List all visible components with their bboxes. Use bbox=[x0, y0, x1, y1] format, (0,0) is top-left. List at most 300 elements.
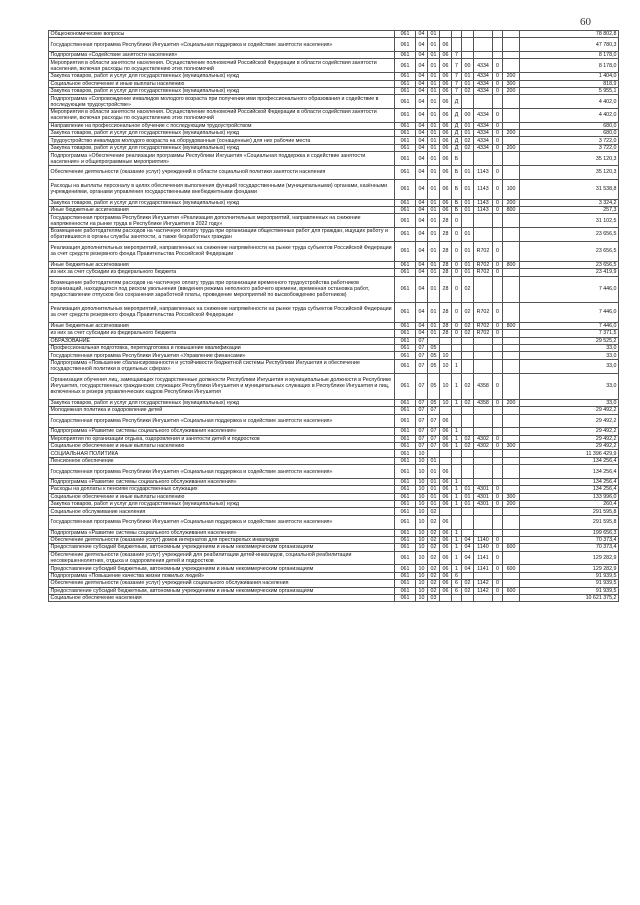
row-code-4 bbox=[452, 515, 462, 529]
row-code-5 bbox=[462, 352, 474, 359]
row-code-8 bbox=[503, 122, 520, 129]
row-amount: 260,4 bbox=[520, 501, 619, 508]
row-name: Предоставление субсидий бюджетным, автономным учреждениям и иным некоммерческим организациям bbox=[49, 544, 395, 551]
row-code-4: 1 bbox=[452, 428, 462, 435]
row-code-2: 01 bbox=[428, 80, 440, 87]
row-code-6: 1142 bbox=[474, 587, 493, 594]
row-code-1: 04 bbox=[416, 241, 428, 261]
table-row bbox=[49, 122, 619, 129]
row-code-7: 0 bbox=[493, 144, 503, 151]
row-code-4: 1 bbox=[452, 359, 462, 373]
table-row bbox=[49, 137, 619, 144]
row-code-4: 1 bbox=[452, 373, 462, 399]
row-code-2: 07 bbox=[428, 414, 440, 428]
row-code-6: 4334 bbox=[474, 109, 493, 123]
row-code-2: 01 bbox=[428, 31, 440, 38]
row-code-3: 06 bbox=[440, 501, 452, 508]
row-name: Профессиональная подготовка, переподготовка и повышение квалификации bbox=[49, 345, 395, 352]
row-code-2: 02 bbox=[428, 572, 440, 579]
row-code-6: R702 bbox=[474, 241, 493, 261]
row-name: Закупка товаров, работ и услуг для государственных (муниципальных) нужд bbox=[49, 130, 395, 137]
row-code-8 bbox=[503, 59, 520, 73]
row-code-0: 061 bbox=[395, 261, 416, 268]
row-name: из них за счет субсидии из федерального бюджета bbox=[49, 269, 395, 276]
row-code-6 bbox=[474, 428, 493, 435]
row-code-2: 02 bbox=[428, 551, 440, 565]
row-code-4: 1 bbox=[452, 493, 462, 500]
row-code-0: 061 bbox=[395, 515, 416, 529]
row-code-4: 0 bbox=[452, 214, 462, 228]
row-code-8 bbox=[503, 580, 520, 587]
row-code-6: 4334 bbox=[474, 80, 493, 87]
row-code-2: 07 bbox=[428, 407, 440, 414]
row-name: Расходы на выплаты персоналу в целях обеспечения выполнения функций государственными (муниципальными) органами, казёнными учреждениями, органами управления государственными внебюджетными фондами bbox=[49, 179, 395, 199]
row-code-1: 10 bbox=[416, 565, 428, 572]
row-code-2: 02 bbox=[428, 544, 440, 551]
row-code-1: 04 bbox=[416, 38, 428, 52]
table-row bbox=[49, 130, 619, 137]
row-code-0: 061 bbox=[395, 322, 416, 329]
row-code-4: Д bbox=[452, 109, 462, 123]
row-code-2: 07 bbox=[428, 443, 440, 450]
row-code-1: 04 bbox=[416, 80, 428, 87]
row-code-4: 1 bbox=[452, 501, 462, 508]
row-code-3: 28 bbox=[440, 322, 452, 329]
table-row bbox=[49, 399, 619, 406]
row-code-3: 06 bbox=[440, 443, 452, 450]
row-amount: 291 595,8 bbox=[520, 515, 619, 529]
row-code-4: Б bbox=[452, 199, 462, 206]
row-code-6: R702 bbox=[474, 330, 493, 337]
row-code-2: 01 bbox=[428, 109, 440, 123]
row-amount: 134 256,4 bbox=[520, 486, 619, 493]
row-name: Подпрограмма «Повышение сбалансированности и устойчивости бюджетной системы Республики Ингушетия и обеспечение государственной политики в отдельных сферах» bbox=[49, 359, 395, 373]
row-code-4: 7 bbox=[452, 80, 462, 87]
table-row bbox=[49, 241, 619, 261]
row-code-3: 06 bbox=[440, 565, 452, 572]
row-code-4 bbox=[452, 450, 462, 457]
table-row bbox=[49, 269, 619, 276]
row-code-5 bbox=[462, 38, 474, 52]
row-code-1: 07 bbox=[416, 337, 428, 344]
row-code-8: 100 bbox=[503, 179, 520, 199]
row-amount: 29 492,2 bbox=[520, 407, 619, 414]
row-code-7 bbox=[493, 450, 503, 457]
row-amount: 257,3 bbox=[520, 207, 619, 214]
row-code-1: 04 bbox=[416, 73, 428, 80]
row-code-5: 02 bbox=[462, 435, 474, 442]
table-row bbox=[49, 276, 619, 302]
row-amount: 29 492,2 bbox=[520, 414, 619, 428]
row-code-0: 061 bbox=[395, 443, 416, 450]
row-code-6: 4301 bbox=[474, 493, 493, 500]
row-code-3: 06 bbox=[440, 428, 452, 435]
row-code-4: 0 bbox=[452, 269, 462, 276]
row-code-0: 061 bbox=[395, 152, 416, 166]
row-name: Реализация дополнительных мероприятий, направленных на снижение напряжённости на рынке труда субъектов Российской Федерации за счет средств резервного фонда Правительства Российской Федерации bbox=[49, 241, 395, 261]
row-code-2: 02 bbox=[428, 580, 440, 587]
row-code-7 bbox=[493, 407, 503, 414]
table-row bbox=[49, 199, 619, 206]
row-code-7 bbox=[493, 228, 503, 242]
row-name: Пенсионное обеспечение bbox=[49, 457, 395, 464]
row-amount: 4 402,0 bbox=[520, 109, 619, 123]
row-code-2: 01 bbox=[428, 261, 440, 268]
row-code-7 bbox=[493, 152, 503, 166]
row-code-7: 0 bbox=[493, 302, 503, 322]
row-code-0: 061 bbox=[395, 276, 416, 302]
row-code-4: Д bbox=[452, 122, 462, 129]
row-amount: 35 120,3 bbox=[520, 152, 619, 166]
table-row bbox=[49, 330, 619, 337]
row-code-7: 0 bbox=[493, 435, 503, 442]
row-code-0: 061 bbox=[395, 587, 416, 594]
row-amount: 23 419,9 bbox=[520, 269, 619, 276]
row-code-8 bbox=[503, 165, 520, 179]
row-code-5 bbox=[462, 428, 474, 435]
row-code-6: 4334 bbox=[474, 87, 493, 94]
row-code-4: 0 bbox=[452, 228, 462, 242]
row-code-0: 061 bbox=[395, 478, 416, 485]
row-code-5 bbox=[462, 594, 474, 601]
table-row bbox=[49, 551, 619, 565]
row-code-3 bbox=[440, 407, 452, 414]
row-name: Обеспечение деятельности (оказание услуг) учреждений для реабилитации детей-инвалидов, социальной реабилитации несовершеннолетних, отдыха и оздоровления детей и подростков bbox=[49, 551, 395, 565]
table-row bbox=[49, 95, 619, 109]
row-code-0: 061 bbox=[395, 450, 416, 457]
row-code-8 bbox=[503, 536, 520, 543]
row-code-0: 061 bbox=[395, 52, 416, 59]
table-row bbox=[49, 214, 619, 228]
row-code-3: 10 bbox=[440, 399, 452, 406]
row-code-3 bbox=[440, 508, 452, 515]
row-code-3: 06 bbox=[440, 199, 452, 206]
row-code-2: 01 bbox=[428, 179, 440, 199]
row-code-0: 061 bbox=[395, 137, 416, 144]
row-code-1: 04 bbox=[416, 109, 428, 123]
row-code-1: 04 bbox=[416, 322, 428, 329]
row-code-5: 02 bbox=[462, 580, 474, 587]
row-amount: 33,0 bbox=[520, 345, 619, 352]
row-name: Социальное обеспечение и иные выплаты населению bbox=[49, 80, 395, 87]
row-amount: 134 256,4 bbox=[520, 478, 619, 485]
row-code-5: 01 bbox=[462, 122, 474, 129]
row-code-5: 01 bbox=[462, 261, 474, 268]
row-code-0: 061 bbox=[395, 109, 416, 123]
row-name: Обеспечение деятельности (оказание услуг) учреждений социального обслуживания населения bbox=[49, 580, 395, 587]
row-code-7: 0 bbox=[493, 493, 503, 500]
row-code-0: 061 bbox=[395, 414, 416, 428]
row-code-3: 06 bbox=[440, 73, 452, 80]
row-code-7: 0 bbox=[493, 109, 503, 123]
row-code-5 bbox=[462, 478, 474, 485]
row-code-1: 07 bbox=[416, 345, 428, 352]
row-amount: 7 446,0 bbox=[520, 276, 619, 302]
row-code-6 bbox=[474, 352, 493, 359]
row-code-7: 0 bbox=[493, 122, 503, 129]
table-row bbox=[49, 87, 619, 94]
row-code-8: 200 bbox=[503, 144, 520, 151]
row-code-2: 07 bbox=[428, 428, 440, 435]
row-code-8 bbox=[503, 241, 520, 261]
row-amount: 23 656,5 bbox=[520, 261, 619, 268]
row-amount: 35 120,3 bbox=[520, 165, 619, 179]
row-code-5 bbox=[462, 450, 474, 457]
row-name: Организация обучения лиц, замещающих государственные должности Республики Ингушетия и муниципальные должности в Республике Ингушетия, государственных гражданских служащих Республики Ингушетия и муниципальных служащих в Республике Ингушетия и лиц, включенных в резерв управленческих кадров Республики Ингушетия bbox=[49, 373, 395, 399]
row-code-7 bbox=[493, 38, 503, 52]
row-code-3 bbox=[440, 594, 452, 601]
row-code-2: 01 bbox=[428, 207, 440, 214]
row-code-2: 01 bbox=[428, 73, 440, 80]
row-code-6: 1140 bbox=[474, 536, 493, 543]
row-code-2: 01 bbox=[428, 228, 440, 242]
row-code-6 bbox=[474, 572, 493, 579]
table-row bbox=[49, 80, 619, 87]
row-code-6: R702 bbox=[474, 269, 493, 276]
row-code-1: 04 bbox=[416, 261, 428, 268]
table-row bbox=[49, 478, 619, 485]
row-name: Государственная программа Республики Ингушетия «Социальная поддержка и содействие занятости населения» bbox=[49, 38, 395, 52]
row-code-7: 0 bbox=[493, 207, 503, 214]
row-code-5: 02 bbox=[462, 144, 474, 151]
table-row bbox=[49, 594, 619, 601]
row-code-4: 0 bbox=[452, 322, 462, 329]
row-code-7: 0 bbox=[493, 137, 503, 144]
row-code-8: 800 bbox=[503, 322, 520, 329]
row-code-5: 01 bbox=[462, 501, 474, 508]
row-code-8: 200 bbox=[503, 73, 520, 80]
row-code-4: 7 bbox=[452, 59, 462, 73]
row-code-5 bbox=[462, 515, 474, 529]
row-code-3: 06 bbox=[440, 515, 452, 529]
row-code-8: 600 bbox=[503, 544, 520, 551]
row-code-2: 01 bbox=[428, 59, 440, 73]
row-name: Направление на профессиональное обучение с последующим трудоустройством bbox=[49, 122, 395, 129]
row-code-5 bbox=[462, 529, 474, 536]
row-code-0: 061 bbox=[395, 493, 416, 500]
row-code-1: 04 bbox=[416, 31, 428, 38]
table-row bbox=[49, 515, 619, 529]
row-code-5 bbox=[462, 508, 474, 515]
row-code-3: 28 bbox=[440, 302, 452, 322]
row-code-6 bbox=[474, 276, 493, 302]
table-row bbox=[49, 261, 619, 268]
row-code-8 bbox=[503, 352, 520, 359]
row-code-0: 061 bbox=[395, 122, 416, 129]
row-code-6 bbox=[474, 152, 493, 166]
row-code-1: 10 bbox=[416, 478, 428, 485]
row-code-3: 10 bbox=[440, 359, 452, 373]
table-row bbox=[49, 337, 619, 344]
row-amount: 91 939,5 bbox=[520, 580, 619, 587]
row-amount: 29 525,2 bbox=[520, 337, 619, 344]
row-code-0: 061 bbox=[395, 529, 416, 536]
row-code-8 bbox=[503, 109, 520, 123]
row-code-7: 0 bbox=[493, 165, 503, 179]
row-code-5: 02 bbox=[462, 302, 474, 322]
row-code-5: 02 bbox=[462, 87, 474, 94]
row-code-1: 10 bbox=[416, 587, 428, 594]
row-code-3 bbox=[440, 337, 452, 344]
row-code-1: 07 bbox=[416, 443, 428, 450]
row-code-2: 01 bbox=[428, 130, 440, 137]
row-code-5 bbox=[462, 31, 474, 38]
row-code-0: 061 bbox=[395, 594, 416, 601]
row-code-8 bbox=[503, 345, 520, 352]
row-code-3: 06 bbox=[440, 207, 452, 214]
row-code-3: 06 bbox=[440, 551, 452, 565]
row-code-4: 6 bbox=[452, 587, 462, 594]
row-code-5: 02 bbox=[462, 322, 474, 329]
row-code-8 bbox=[503, 269, 520, 276]
row-code-2: 01 bbox=[428, 493, 440, 500]
row-code-2: 03 bbox=[428, 594, 440, 601]
row-code-0: 061 bbox=[395, 544, 416, 551]
row-code-6: 1142 bbox=[474, 580, 493, 587]
row-code-0: 061 bbox=[395, 241, 416, 261]
row-code-3 bbox=[440, 31, 452, 38]
row-code-0: 061 bbox=[395, 352, 416, 359]
row-code-1: 04 bbox=[416, 179, 428, 199]
row-code-6 bbox=[474, 465, 493, 479]
row-amount: 78 802,8 bbox=[520, 31, 619, 38]
row-code-5 bbox=[462, 214, 474, 228]
table-row bbox=[49, 322, 619, 329]
row-code-7: 0 bbox=[493, 322, 503, 329]
row-code-4: 0 bbox=[452, 241, 462, 261]
row-code-8 bbox=[503, 508, 520, 515]
row-name: Закупка товаров, работ и услуг для государственных (муниципальных) нужд bbox=[49, 501, 395, 508]
row-code-7: 0 bbox=[493, 486, 503, 493]
row-code-3: 28 bbox=[440, 269, 452, 276]
table-row bbox=[49, 501, 619, 508]
row-code-7: 0 bbox=[493, 544, 503, 551]
row-code-8 bbox=[503, 515, 520, 529]
row-code-5 bbox=[462, 414, 474, 428]
row-code-8: 200 bbox=[503, 399, 520, 406]
row-code-4: Д bbox=[452, 95, 462, 109]
row-amount: 31 102,5 bbox=[520, 214, 619, 228]
row-code-0: 061 bbox=[395, 269, 416, 276]
row-code-1: 07 bbox=[416, 373, 428, 399]
row-code-4: 1 bbox=[452, 478, 462, 485]
table-row bbox=[49, 359, 619, 373]
row-code-5: 01 bbox=[462, 165, 474, 179]
row-code-2 bbox=[428, 337, 440, 344]
row-code-8: 600 bbox=[503, 587, 520, 594]
row-code-3: 06 bbox=[440, 152, 452, 166]
row-code-8 bbox=[503, 214, 520, 228]
row-code-8 bbox=[503, 478, 520, 485]
row-code-7: 0 bbox=[493, 373, 503, 399]
row-code-3: 06 bbox=[440, 529, 452, 536]
row-code-3 bbox=[440, 457, 452, 464]
row-code-3: 06 bbox=[440, 59, 452, 73]
table-row bbox=[49, 38, 619, 52]
row-code-7 bbox=[493, 594, 503, 601]
row-code-8: 200 bbox=[503, 87, 520, 94]
row-amount: 3 722,0 bbox=[520, 144, 619, 151]
table-row bbox=[49, 73, 619, 80]
row-code-5: 01 bbox=[462, 73, 474, 80]
row-code-5: 02 bbox=[462, 373, 474, 399]
row-code-3: 06 bbox=[440, 544, 452, 551]
row-code-0: 061 bbox=[395, 87, 416, 94]
row-code-0: 061 bbox=[395, 228, 416, 242]
row-code-4: 1 bbox=[452, 565, 462, 572]
row-code-7 bbox=[493, 529, 503, 536]
row-code-4: Д bbox=[452, 130, 462, 137]
row-code-8 bbox=[503, 38, 520, 52]
row-code-6 bbox=[474, 450, 493, 457]
table-row bbox=[49, 52, 619, 59]
row-code-3: 06 bbox=[440, 165, 452, 179]
row-amount: 1 404,0 bbox=[520, 73, 619, 80]
row-code-6: 4334 bbox=[474, 73, 493, 80]
row-code-1: 10 bbox=[416, 551, 428, 565]
table-row bbox=[49, 109, 619, 123]
table-row bbox=[49, 465, 619, 479]
row-name: Закупка товаров, работ и услуг для государственных (муниципальных) нужд bbox=[49, 199, 395, 206]
row-name: Подпрограмма «Развитие системы социального обслуживания населения» bbox=[49, 529, 395, 536]
row-amount: 31 538,8 bbox=[520, 179, 619, 199]
row-code-7 bbox=[493, 508, 503, 515]
table-row bbox=[49, 179, 619, 199]
row-code-8 bbox=[503, 551, 520, 565]
row-code-1: 10 bbox=[416, 572, 428, 579]
row-code-2: 01 bbox=[428, 165, 440, 179]
row-code-8 bbox=[503, 428, 520, 435]
row-code-1: 10 bbox=[416, 493, 428, 500]
row-code-1: 04 bbox=[416, 269, 428, 276]
row-amount: 134 256,4 bbox=[520, 457, 619, 464]
row-amount: 129 282,9 bbox=[520, 551, 619, 565]
row-code-7: 0 bbox=[493, 241, 503, 261]
row-code-3: 28 bbox=[440, 214, 452, 228]
row-name: Возмещение работодателям расходов на частичную оплату труда при организации временного трудоустройства работников организаций, находящихся под риском увольнения (введения режима неполного рабочего времени, временная остановка работ, предоставление отпусков без сохранения заработной платы, проведение мероприятий по высвобождению работников) bbox=[49, 276, 395, 302]
row-name: Подпрограмма «Обеспечение реализации программы Республики Ингушетия «Социальная поддержка и содействие занятости населения» и общепрограммные мероприятия» bbox=[49, 152, 395, 166]
row-name: Социальное обеспечение и иные выплаты населению bbox=[49, 493, 395, 500]
row-code-5: 01 bbox=[462, 179, 474, 199]
row-code-5: 00 bbox=[462, 59, 474, 73]
row-code-0: 061 bbox=[395, 80, 416, 87]
row-code-8: 300 bbox=[503, 493, 520, 500]
row-code-7: 0 bbox=[493, 59, 503, 73]
table-row bbox=[49, 407, 619, 414]
row-code-0: 061 bbox=[395, 337, 416, 344]
row-code-8 bbox=[503, 572, 520, 579]
row-amount: 133 996,0 bbox=[520, 493, 619, 500]
row-code-6 bbox=[474, 508, 493, 515]
row-name: Подпрограмма «Развитие системы социального обслуживания населения» bbox=[49, 428, 395, 435]
row-code-7 bbox=[493, 95, 503, 109]
row-code-5: 01 bbox=[462, 199, 474, 206]
row-amount: 29 492,2 bbox=[520, 443, 619, 450]
row-code-1: 04 bbox=[416, 302, 428, 322]
row-code-1: 10 bbox=[416, 465, 428, 479]
row-code-4: 1 bbox=[452, 399, 462, 406]
table-row bbox=[49, 152, 619, 166]
row-code-0: 061 bbox=[395, 165, 416, 179]
row-code-5: 04 bbox=[462, 551, 474, 565]
row-amount: 291 595,8 bbox=[520, 508, 619, 515]
row-code-2: 01 bbox=[428, 87, 440, 94]
row-code-6 bbox=[474, 594, 493, 601]
row-code-4: 0 bbox=[452, 261, 462, 268]
row-name: Подпрограмма «Сопровождение инвалидов молодого возраста при получении ими профессионального образования и содействие в последующем трудоустройстве» bbox=[49, 95, 395, 109]
row-code-1: 10 bbox=[416, 529, 428, 536]
row-code-0: 061 bbox=[395, 373, 416, 399]
